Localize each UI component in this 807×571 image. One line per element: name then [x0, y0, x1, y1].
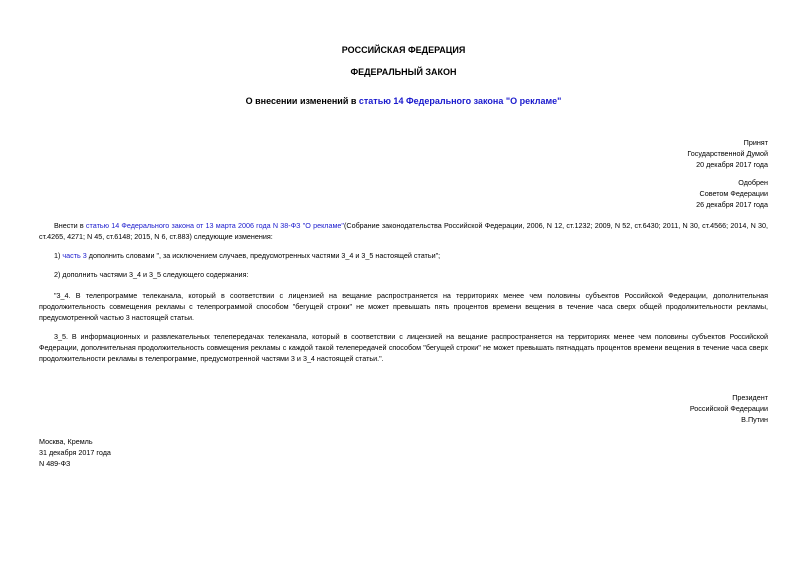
approved-block — [696, 177, 768, 210]
approved-label: Одобрен — [738, 178, 768, 187]
new-part-3-5: 3_5. В информационных и развлекательных телепередачах телеканала, который в соответствии с лицензией на вещание распространяется на территориях менее чем половины субъектов Российской Федерации, дополнительная продолжительность совмещения рекламы с каждой такой телепередачей способом "бегущей строки" не может превышать пятнадцать процентов времени вещения в течение часа сверх продолжительности рекламы в телепрограмме, предусмотренной частями 3 и 3_4 настоящей статьи.". — [39, 332, 768, 363]
law-title-link[interactable]: статью 14 Федерального закона "О рекламе" — [358, 96, 562, 106]
new-part-3-4: "3_4. В телепрограмме телеканала, который в соответствии с лицензией на вещание распространяется на территориях менее чем половины субъектов Российской Федерации, дополнительная продолжительность совмещения рекламы с телепрограммой способом "бегущей строки" не может превышать пять процентов времени вещения в течение часа сверх общей продолжительности рекламы, предусмотренной частью 3 настоящей статьи. — [39, 291, 768, 322]
approved-date: 26 декабря 2017 года — [696, 200, 768, 209]
adopted-block — [687, 137, 768, 170]
law-type-heading: ФЕДЕРАЛЬНЫЙ ЗАКОН — [350, 67, 457, 77]
federation-heading: РОССИЙСКАЯ ФЕДЕРАЦИЯ — [341, 45, 466, 55]
law-title-text: О внесении изменений в — [245, 96, 359, 106]
footer-block — [39, 436, 111, 469]
approved-body: Советом Федерации — [699, 189, 768, 198]
item1-text: дополнить словами ", за исключением случаев, предусмотренных частями 3_4 и 3_5 настоящей статьи"; — [86, 251, 441, 260]
footer-date: 31 декабря 2017 года — [39, 448, 111, 457]
adopted-label: Принят — [743, 138, 768, 147]
item1-link[interactable]: часть 3 — [62, 251, 87, 260]
adopted-body: Государственной Думой — [687, 149, 768, 158]
intro-law-link[interactable]: статью 14 Федерального закона от 13 марта 2006 года N 38-ФЗ "О рекламе" — [85, 221, 344, 230]
adopted-date: 20 декабря 2017 года — [696, 160, 768, 169]
signature-name: В.Путин — [741, 415, 768, 424]
signature-block — [690, 392, 768, 425]
intro-tail: (Собрание законодательства Российской Федерации, 2006, N 12, ст.1232; 2009, N 52, ст.6430; 2011, N 30, ст.4566; 2014, N 30, ст.4265, 4271; N 45, ст.6148; 2015, N 6, ст.883) следующие изменения: — [39, 221, 768, 241]
signature-country: Российской Федерации — [689, 404, 768, 413]
amendment-item-2: 2) дополнить частями 3_4 и 3_5 следующего содержания: — [54, 270, 249, 279]
amendment-item-1 — [54, 250, 768, 261]
law-title — [0, 96, 807, 106]
signature-title: Президент — [732, 393, 768, 402]
item1-prefix: 1) — [54, 251, 63, 260]
intro-text: Внести в — [54, 221, 86, 230]
intro-paragraph — [39, 220, 768, 242]
footer-place: Москва, Кремль — [39, 437, 93, 446]
footer-number: N 489-ФЗ — [39, 459, 71, 468]
